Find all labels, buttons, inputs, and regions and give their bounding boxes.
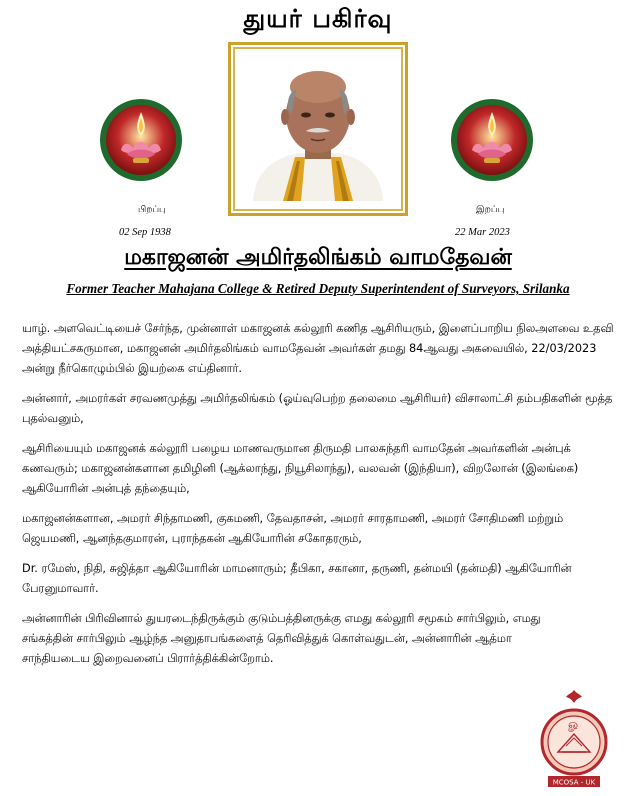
mcosa-uk-logo xyxy=(540,688,608,788)
oil-lamp-emblem-left xyxy=(99,98,183,182)
logo-caption: MCOSA - UK xyxy=(552,778,596,787)
birth-date: 02 Sep 1938 xyxy=(119,227,171,238)
mcosa-uk-emblem xyxy=(540,688,608,788)
paragraph-siblings: மகாஜனன்களான, அமரர் சிந்தாமணி, குகமணி, தேவதாசன், அமரர் சாரதாமணி, அமரர் சோதிமணி மற்றும் ஜெயமணி, ஆனந்தகுமாரன், புராந்தகன் ஆகியோரின் சகோதரரும், xyxy=(22,512,564,545)
deceased-name xyxy=(0,245,636,273)
portrait-frame xyxy=(228,42,408,216)
birth-label: பிறப்பு xyxy=(138,205,166,215)
paragraph-spouse-children: ஆசிரியையும் மகாஜனக் கல்லூரி பழைய மாணவருமான திருமதி பாலசுந்தரி வாமதேன் அவர்களின் அன்புக் கணவரும்; மகாஜனன்களான தமிழினி (ஆக்லாந்து, நியூசிலாந்து), வலவன் (இந்தியா), விறலோன் (இலங்கை) ஆகியோரின் அன்புத் தந்தையும், xyxy=(22,442,579,495)
paragraph-relatives: Dr. ரமேஸ், நிதி, சுஜித்தா ஆகியோரின் மாமனாரும்; தீபிகா, சகானா, தருணி, தன்மயி (தன்மதி) ஆகியோரின் பேரனுமாவார். xyxy=(22,562,572,595)
deceased-designation: Former Teacher Mahajana College & Retired Deputy Superintendent of Surveyors, Srilanka xyxy=(66,281,570,296)
notice-heading: துயர் பகிர்வு xyxy=(243,4,393,33)
death-label: இறப்பு xyxy=(476,205,505,215)
portrait-photo xyxy=(243,57,393,201)
oil-lamp-emblem-right xyxy=(450,98,534,182)
notice-body xyxy=(22,319,622,679)
paragraph-parents: அன்னார், அமரர்கள் சரவணமுத்து அமிர்தலிங்கம் (ஓய்வுபெற்ற தலைமை ஆசிரியர்) விசாலாட்சி தம்பதிகளின் மூத்த புதல்வனும், xyxy=(22,392,613,425)
death-date: 22 Mar 2023 xyxy=(455,227,510,238)
paragraph-condolence: அன்னாரின் பிரிவினால் துயரடைந்திருக்கும் குடும்பத்தினருக்கு எமது கல்லூரி சமூகம் சார்பிலும், எமது சங்கத்தின் சார்பிலும் ஆழ்ந்த அனுதாபங்களைத் தெரிவித்துக் கொள்வதுடன், அன்னாரின் ஆத்மா சாந்தியடைய இறைவனைப் பிரார்த்திக்கின்றோம். xyxy=(22,612,541,665)
om-symbol: ௐ xyxy=(568,717,580,731)
deceased-name-text: மகாஜனன் அமிர்தலிங்கம் வாமதேவன் xyxy=(124,245,512,270)
paragraph-announcement: யாழ். அளவெட்டியைச் சேர்ந்த, முன்னாள் மகாஜனக் கல்லூரி கணித ஆசிரியரும், இளைப்பாறிய நிலஅளவை உதவி அத்தியட்சகருமான, மகாஜனன் அமிர்தலிங்கம் வாமதேவன் அவர்கள் தமது 84ஆவது அகவையில், 22/03/2023 அன்று நீர்கொழும்பில் இயற்கை எய்தினார். xyxy=(22,322,614,375)
